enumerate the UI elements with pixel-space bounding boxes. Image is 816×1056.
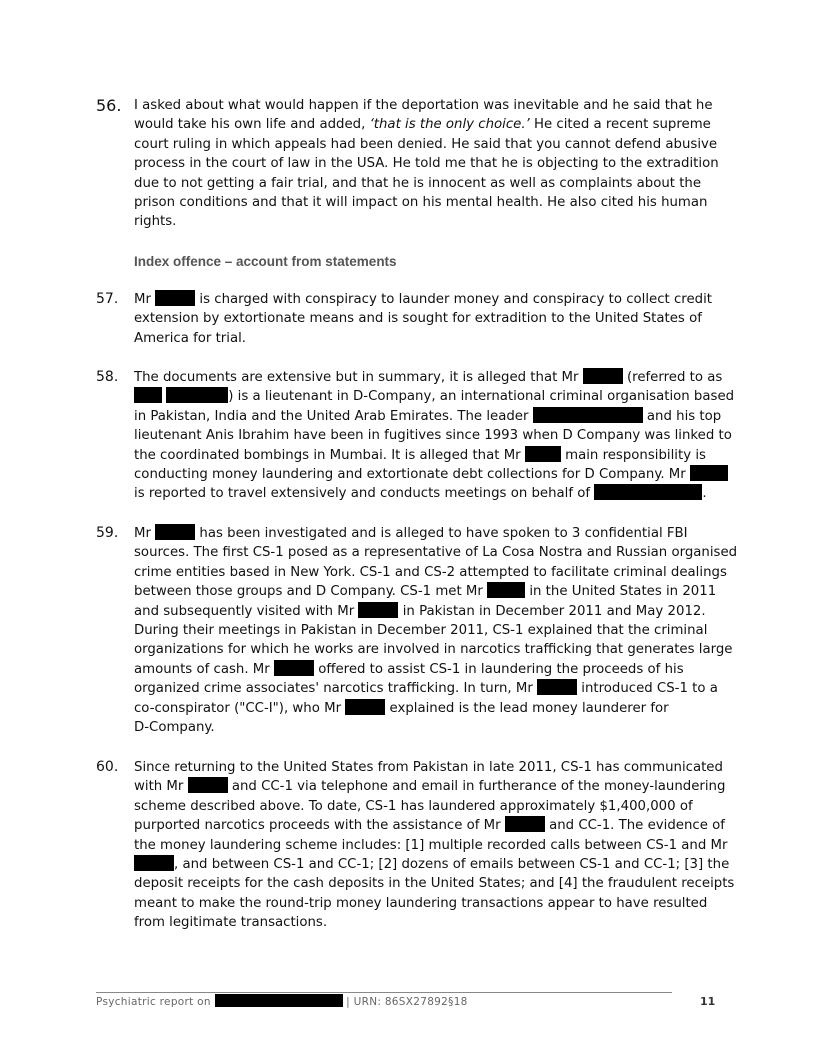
text-line: deposit receipts for the cash deposits in the United States; and [4] the fraudulent receipts — [134, 876, 735, 892]
redaction-block — [525, 446, 561, 462]
text-line — [134, 484, 734, 503]
paragraph-number: 57. — [96, 291, 119, 307]
redaction-block — [358, 602, 398, 618]
text-fragment: conducting money laundering and extortionate debt collections for D Company. Mr — [134, 467, 686, 483]
footer-divider — [96, 992, 672, 993]
text-fragment: Mr — [134, 292, 151, 307]
redaction-block — [188, 777, 228, 793]
text-line: scheme described above. To date, CS-1 has laundered approximately $1,400,000 of — [134, 798, 693, 814]
text-fragment: between those groups and D Company. CS-1 met Mr — [134, 584, 483, 600]
text-line: During their meetings in Pakistan in December 2011, CS-1 explained that the criminal — [134, 623, 708, 639]
text-fragment: and CC-1. The evidence of — [549, 818, 725, 834]
text-fragment: co-conspirator ("CC-I"), who Mr — [134, 700, 342, 716]
paragraph-number: 60. — [96, 759, 119, 775]
text-line — [134, 582, 734, 601]
text-fragment: main responsibility is — [565, 447, 706, 463]
text-fragment: has been investigated and is alleged to have spoken to 3 confidential FBI — [199, 526, 688, 541]
redaction-block — [155, 290, 195, 306]
text-line — [134, 368, 734, 387]
text-fragment: (referred to as — [626, 370, 723, 385]
text-fragment: The documents are extensive but in summary, it is alleged that Mr — [134, 370, 579, 385]
text-fragment: is reported to travel extensively and conducts meetings on behalf of — [134, 486, 591, 502]
text-fragment: and subsequently visited with Mr — [134, 603, 355, 619]
text-line — [134, 465, 734, 484]
text-line: D-Company. — [134, 720, 215, 736]
text-fragment: and CC-1 via telephone and email in furtherance of the money-laundering — [231, 779, 726, 795]
text-line — [134, 602, 734, 621]
text-fragment: offered to assist CS-1 in laundering the proceeds of his — [318, 661, 684, 677]
text-fragment: and his top — [646, 408, 722, 424]
text-line: due to not getting a fair trial, and that he is innocent as well as complaints about the — [134, 175, 702, 191]
text-fragment: Mr — [134, 526, 151, 541]
text-line: lieutenant Anis Ibrahim have been in fugitives since 1993 when D Company was linked to — [134, 428, 732, 444]
redaction-block — [690, 465, 728, 481]
text-fragment: in Pakistan in December 2011 and May 2012. — [402, 603, 706, 619]
text-line — [134, 777, 734, 796]
text-fragment: the coordinated bombings in Mumbai. It is alleged that Mr — [134, 447, 521, 463]
text-line — [134, 660, 734, 679]
text-line: court ruling in which appeals had been denied. He said that you cannot defend abusive — [134, 136, 718, 152]
text-fragment: introduced CS-1 to a — [581, 681, 718, 697]
footer — [96, 994, 468, 1008]
text-line: America for trial. — [134, 330, 247, 346]
paragraph-text — [134, 96, 734, 232]
text-line — [134, 699, 734, 718]
text-line — [134, 387, 734, 406]
text-line: extension by extortionate means and is sought for extradition to the United States of — [134, 311, 702, 327]
paragraph-text — [134, 368, 734, 504]
text-fragment: explained is the lead money launderer for — [389, 700, 669, 716]
text-line: the money laundering scheme includes: [1] multiple recorded calls between CS-1 and Mr — [134, 837, 728, 853]
redaction-block — [487, 582, 525, 598]
redaction-block — [134, 855, 174, 871]
redaction-block — [134, 387, 162, 403]
text-line — [134, 816, 734, 835]
text-line: meant to make the round-trip money laundering transactions appear to have resulted — [134, 895, 708, 911]
section-heading: Index offence – account from statements — [134, 254, 397, 269]
text-line: I asked about what would happen if the deportation was inevitable and he said that he — [134, 98, 713, 113]
text-line: crime entities based in New York. CS-1 and CS-2 attempted to facilitate criminal dealings — [134, 564, 727, 580]
text-line — [134, 524, 734, 543]
text-line: prison conditions and that it will impact on his mental health. He also cited his human — [134, 195, 708, 211]
text-fragment: amounts of cash. Mr — [134, 661, 270, 677]
footer-urn: | URN: 86SX27892§18 — [346, 996, 468, 1008]
text-fragment: purported narcotics proceeds with the assistance of Mr — [134, 818, 501, 834]
quoted-phrase: ‘that is the only choice.’ — [369, 117, 530, 133]
text-line: sources. The first CS-1 posed as a representative of La Cosa Nostra and Russian organised — [134, 545, 738, 561]
paragraph-number: 58. — [96, 369, 119, 385]
text-fragment: in the United States in 2011 — [529, 584, 717, 600]
text-fragment: with Mr — [134, 779, 184, 795]
paragraph-text — [134, 524, 738, 737]
text-line: from legitimate transactions. — [134, 915, 328, 931]
redaction-block — [166, 387, 228, 403]
page-number: 11 — [700, 995, 716, 1008]
text-line — [134, 407, 734, 426]
text-fragment: in Pakistan, India and the United Arab Emirates. The leader — [134, 408, 529, 424]
footer-prefix: Psychiatric report on — [96, 996, 211, 1008]
paragraph-number: 59. — [96, 525, 119, 541]
text-fragment: , and between CS-1 and CC-1; [2] dozens of emails between CS-1 and CC-1; [3] the — [174, 857, 730, 873]
text-line: would take his own life and added, ‘that is the only choice.’ He cited a recent supreme — [134, 117, 711, 133]
redaction-block — [533, 407, 643, 423]
text-line: rights. — [134, 214, 177, 230]
text-line — [134, 290, 734, 309]
redaction-block — [594, 484, 702, 500]
redaction-block — [215, 994, 343, 1007]
redaction-block — [345, 699, 385, 715]
redaction-block — [274, 660, 314, 676]
text-fragment: is charged with conspiracy to launder money and conspiracy to collect credit — [199, 292, 713, 307]
redaction-block — [155, 524, 195, 540]
text-line: process in the court of law in the USA. He told me that he is objecting to the extradition — [134, 156, 719, 172]
text-fragment: ) is a lieutenant in D-Company, an international criminal organisation based — [228, 389, 735, 405]
text-line — [134, 679, 734, 698]
redaction-block — [505, 816, 545, 832]
text-line — [134, 446, 734, 465]
text-line — [134, 855, 734, 874]
text-line: organizations for which he works are involved in narcotics trafficking that generates large — [134, 642, 733, 658]
paragraph-text — [134, 290, 734, 348]
paragraph-text — [134, 758, 734, 933]
redaction-block — [583, 368, 623, 384]
text-fragment: . — [702, 486, 707, 502]
redaction-block — [537, 679, 577, 695]
text-fragment: organized crime associates' narcotics trafficking. In turn, Mr — [134, 681, 533, 697]
paragraph-number: 56. — [96, 96, 122, 115]
text-line: Since returning to the United States from Pakistan in late 2011, CS-1 has communicated — [134, 760, 723, 775]
